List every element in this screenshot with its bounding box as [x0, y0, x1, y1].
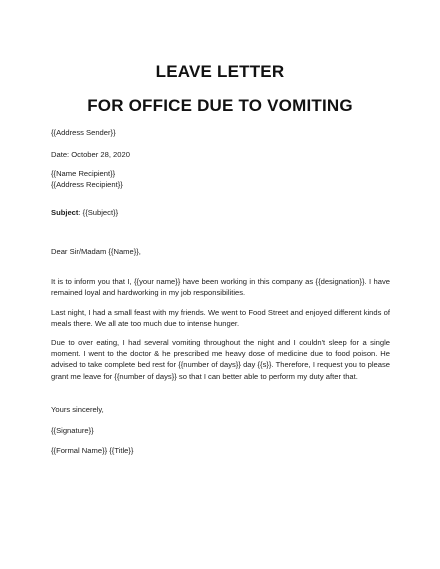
subject-line — [51, 208, 118, 218]
paragraph-request: Due to over eating, I had several vomiting throughout the night and I couldn't sleep for a single moment. I went to the doctor & he prescribed me heavy dose of medicine due to food poison. He advised to take complete bed rest for {{number of days}} day {{s}}. Therefore, I request you to please grant me leave for {{number of days}} so that I can better able to perform my duty after that. — [51, 338, 390, 381]
address-sender: {{Address Sender}} — [51, 128, 116, 137]
salutation: Dear Sir/Madam {{Name}}, — [51, 247, 141, 256]
closing: Yours sincerely, — [51, 405, 104, 414]
paragraph-feast: Last night, I had a small feast with my friends. We went to Food Street and enjoyed different kinds of meals there. We all ate too much due to intense hunger. — [51, 308, 390, 329]
signature: {{Signature}} — [51, 426, 94, 435]
subject-value: : {{Subject}} — [78, 208, 119, 217]
letter-title-line1: LEAVE LETTER — [155, 62, 285, 81]
paragraph-intro: It is to inform you that I, {{your name}} have been working in this company as {{designation}}. I have remained loyal and hardworking in my job responsibilities. — [51, 277, 390, 298]
letter-title-line2: FOR OFFICE DUE TO VOMITING — [87, 96, 353, 115]
formal-name-title: {{Formal Name}} {{Title}} — [51, 446, 134, 455]
name-recipient: {{Name Recipient}} — [51, 169, 116, 178]
address-recipient: {{Address Recipient}} — [51, 180, 123, 189]
subject-label: Subject — [51, 208, 79, 217]
letter-date: Date: October 28, 2020 — [51, 150, 130, 159]
